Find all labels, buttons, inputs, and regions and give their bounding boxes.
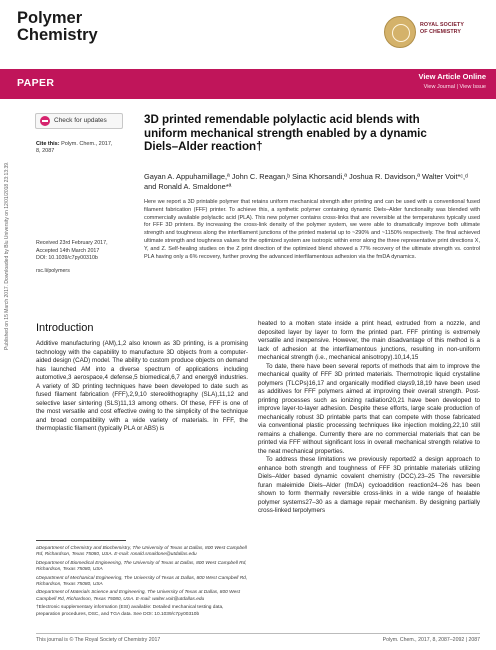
article-history: [36, 240, 126, 275]
journal-url[interactable]: rsc.li/polymers: [36, 267, 70, 274]
check-updates-label: Check for updates: [54, 117, 107, 124]
affiliation-a: aDepartment of Chemistry and Biochemistry, The University of Texas at Dallas, 800 West Campbell Rd, Richardson, Texas 75080, USA. E-mail: ronald.smaldone@utdallas.edu: [36, 546, 247, 558]
cite-text: Polym. Chem., 2017, 8, 2087: [36, 141, 113, 154]
footer-copyright: This journal is © The Royal Society of Chemistry 2017: [36, 637, 161, 643]
footnote-divider: [36, 540, 126, 541]
affiliation-b: bDepartment of Biomedical Engineering, The University of Texas at Dallas, 800 West Campbell Rd, Richardson, Texas 75080, USA: [36, 560, 247, 573]
doi[interactable]: DOI: 10.1039/c7py00310b: [36, 255, 98, 261]
footer-page-info: Polym. Chem., 2017, 8, 2087–2092 | 2087: [382, 637, 480, 643]
paragraph: heated to a molten state inside a print head, extruded from a nozzle, and deposited layer by layer to form the printed part. FFF printing is extremely versatile and inexpensive. However, the main disadvantage of this method is a lack of adhesion at the interfilamentous junctions, resulting in non-uniform mechanical strength (i.e., mechanical anisotropy).10,14,15: [258, 320, 480, 361]
paragraph: To address these limitations we previously reported2 a design approach to enhance both strength and toughness of FFF 3D printable materials utilizing Diels–Alder based dynamic covalent chemistry (DCC).23–25 The reversible furan maleimide Diels–Alder (fmDA) cycloaddition reaction24–26 has been shown to form thermally reversible cross-links in a wide range of healable polymer systems27–30 as a damage repair mechanism. By designing partially cross-linked terpolymers: [258, 456, 480, 514]
check-for-updates-button[interactable]: [35, 113, 123, 129]
check-updates-icon: [40, 116, 50, 126]
intro-column-2: [258, 320, 480, 516]
citation: [36, 141, 118, 155]
section-heading-introduction: Introduction: [36, 322, 94, 334]
intro-column-1: [36, 340, 248, 434]
affiliation-footnotes: [36, 546, 248, 620]
logo-line-1: ROYAL SOCIETY: [420, 22, 464, 28]
accepted-date: Accepted 14th March 2017: [36, 247, 100, 254]
paragraph: Additive manufacturing (AM),1,2 also known as 3D printing, is a promising technology with the capability to manufacture 3D objects from a computer-aided design (CAD) model. The ability to custom produce objects on demand has launched AM into a diverse spectrum of applications including automotive,3 aerospace,4 defense,5 biomedical,6,7 and energy8 industries. A variety of 3D printing techniques have been developed to date such as fused filament fabrication (FFF),2,9,10 stereolithography (SLA),11,12 and selective laser sintering (SLS)11,13 among others. Of these, FFF is one of the most versatile and cost effective owing to the simplicity of the technique and broad compatibility with a wide variety of materials. In FFF, the thermoplastic filament (typically PLA or ABS) is: [36, 340, 248, 432]
abstract: Here we report a 3D printable polymer that retains uniform mechanical strength after printing and can be used with a conventional fused filament fabrication (FFF) printer. To achieve this, a synthetic polymer containing dynamic Diels–Alder functionality was blended with commercially available polylactic acid (PLA). This new polymer contains cross-links that are reversible at the temperatures typically used for FFF 3D printers. By increasing the cross-link density of the polymer system, we were able to dramatically improve both ultimate strength and toughness along the interfilament junctions of the printed material up to ~290% and ~1150% respectively. The final achieved ultimate strength and toughness values for the optimized system are isotropic within error along the three representative print directions X, Y, and Z. Self-healing studies on the Z print direction of the optimized blend showed a 77% recovery of the ultimate strength vs. control PLA having only a 6% recovery, further proving the advanced interfilamentous adhesion via the fmDA dynamics.: [144, 199, 480, 260]
article-title: 3D printed remendable polylactic acid blends with uniform mechanical strength enabled by a dynamic Diels–Alder reaction†: [144, 113, 427, 153]
cite-label: Cite this:: [36, 141, 60, 147]
received-date: Received 23rd February 2017,: [36, 240, 108, 246]
paragraph: To date, there have been several reports of methods that aim to improve the mechanical quality of FFF 3D printed materials. Thermotropic liquid crystalline polymers (TLCPs)16,17 and organically modified clays9,18,19 have been used as additives for FFF polymers aimed at improving their overall strength. Post-printing processes such as ionizing radiation20,21 have been developed to improve layer-to-layer adhesion. Despite these efforts, large scale production of mechanically robust 3D printable parts that can compete with those fabricated via conventional plastic processing techniques like injection molding,22,10 still remains a challenge. Currently there are no commercial materials that can be printed via FFF without significant loss in overall mechanical strength relative to the neat mechanical properties.: [258, 362, 480, 455]
logo-line-2: OF CHEMISTRY: [420, 29, 462, 35]
rsc-crest-icon: [384, 16, 416, 48]
journal-title: Polymer Chemistry: [17, 9, 98, 44]
view-journal-issue-links[interactable]: View Journal | View Issue: [423, 84, 486, 90]
publication-side-note: Published on 15 March 2017. Downloaded by Blu University on 12/01/2018 23:13:39.: [4, 161, 10, 350]
esi-note: †Electronic supplementary information (ESI) available: Detailed mechanical testing data, preparation procedures, DSC, and TGA data. See DOI: 10.1039/c7py00310b: [36, 605, 224, 617]
author-list: Gayan A. Appuhamillage,ª John C. Reagan,ᵇ Sina Khorsandi,ª Joshua R. Davidson,ª Walter Voit*ᶜ,ᵈ and Ronald A. Smaldone*ª: [144, 172, 468, 191]
article-type-label: PAPER: [17, 77, 55, 89]
affiliation-c: cDepartment of Mechanical Engineering, The University of Texas at Dallas, 800 West Campbell Rd, Richardson, Texas 75080, USA: [36, 575, 248, 588]
affiliation-d: dDepartment of Materials Science and Engineering, The University of Texas at Dallas, 800 West Campbell Rd, Richardson, Texas 75080, USA. E-mail: walter.voit@utdallas.edu: [36, 590, 240, 602]
view-article-online-link[interactable]: View Article Online: [418, 72, 486, 81]
footer-divider: [36, 633, 480, 634]
rsc-logo: [384, 14, 480, 58]
